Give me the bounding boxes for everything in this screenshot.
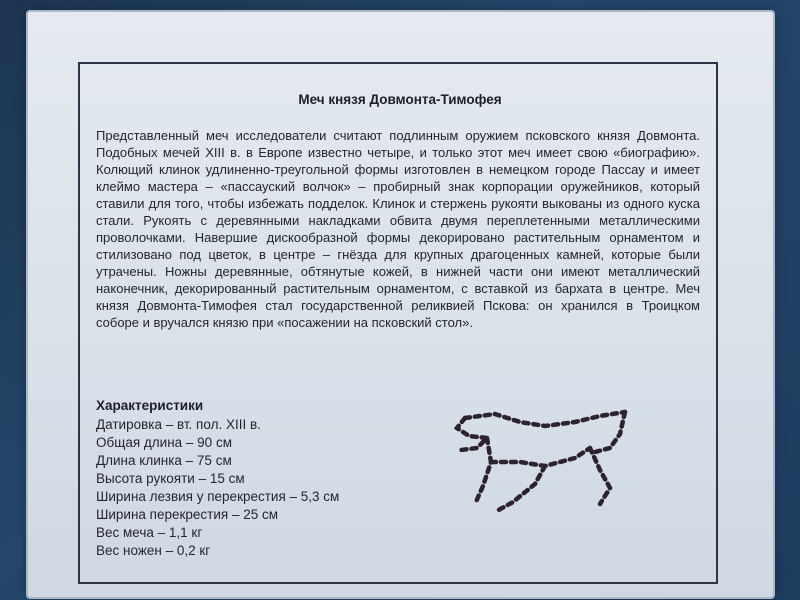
plaque-title: Меч князя Довмонта-Тимофея (298, 92, 502, 107)
spec-item: Вес ножен – 0,2 кг (96, 543, 211, 558)
spec-item: Общая длина – 90 см (96, 435, 232, 450)
spec-item: Вес меча – 1,1 кг (96, 525, 203, 540)
wolf-mark-icon (425, 404, 640, 524)
spec-item: Высота рукояти – 15 см (96, 471, 245, 486)
plaque-description: Представленный меч исследователи считают подлинным оружием псковского князя Довмонта. Подобных мечей XIII в. в Европе известно четыре, и только этот меч имеет свою «биографию». Колющий клинок удлиненно-треугольной формы изготовлен в немецком городе Пассау и имеет клеймо мастера – «пассауский волчок» – пробирный знак корпорации оружейников, который ставили для того, чтобы избежать подделок. Клинок и стержень рукояти выкованы из одного куска стали. Рукоять с деревянными накладками обвита двумя переплетенными металлическими проволочками. Навершие дискообразной формы декорировано растительным орнаментом и стилизовано под цветок, в центре – гнёзда для крупных драгоценных камней, которые были утрачены. Ножны деревянные, обтянутые кожей, в нижней части они имеют металлический наконечник, декорированный растительным орнаментом, с вставкой из бархата в центре. Меч князя Довмонта-Тимофея стал государственной реликвией Пскова: он хранился в Троицком соборе и вручался князю при «посажении на псковский стол». (96, 128, 700, 330)
spec-item: Ширина лезвия у перекрестия – 5,3 см (96, 489, 340, 504)
spec-item: Длина клинка – 75 см (96, 453, 232, 468)
museum-plaque (28, 12, 773, 597)
specs-heading: Характеристики (96, 398, 204, 413)
plaque-frame (78, 62, 718, 584)
spec-item: Ширина перекрестия – 25 см (96, 507, 279, 522)
specs-list (96, 416, 339, 560)
spec-item: Датировка – вт. пол. XIII в. (96, 417, 261, 432)
